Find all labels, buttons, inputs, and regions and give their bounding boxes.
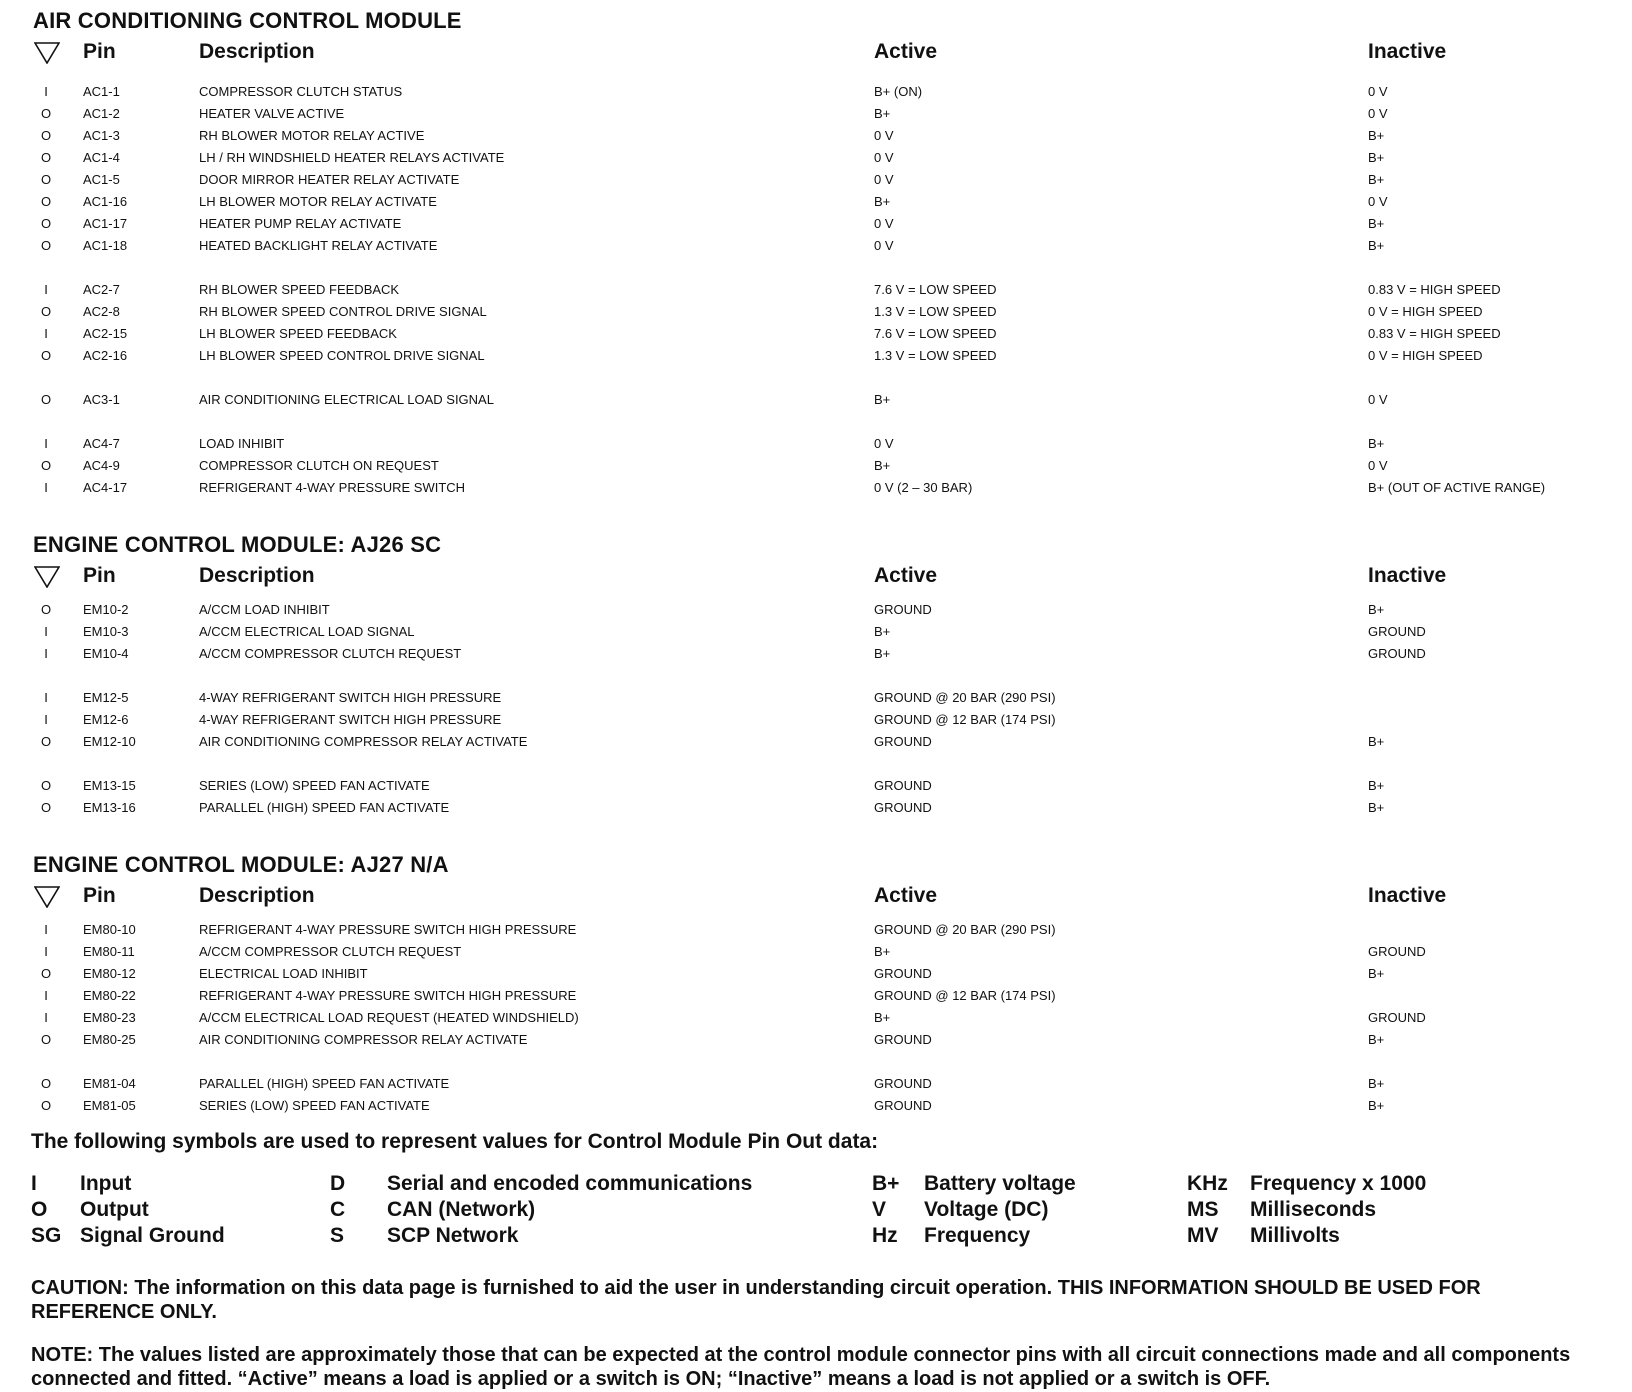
pin-id: EM81-05 <box>83 1098 136 1113</box>
table-row <box>0 988 1632 1010</box>
active-value: B+ <box>874 392 891 407</box>
active-value: 0 V (2 – 30 BAR) <box>874 480 973 495</box>
header-pin: Pin <box>83 40 116 63</box>
pin-description: LH BLOWER MOTOR RELAY ACTIVATE <box>199 194 437 209</box>
inactive-value: 0 V <box>1368 392 1388 407</box>
pin-id: AC1-1 <box>83 84 120 99</box>
legend-text: Battery voltage <box>924 1172 1076 1195</box>
active-value: 0 V <box>874 436 894 451</box>
pin-direction: O <box>40 966 52 981</box>
pin-description: 4-WAY REFRIGERANT SWITCH HIGH PRESSURE <box>199 690 502 705</box>
inactive-value: B+ <box>1368 966 1385 981</box>
legend-symbol: B+ <box>872 1172 900 1195</box>
pin-direction: I <box>44 690 48 705</box>
pin-direction: I <box>44 988 48 1003</box>
pin-description: HEATER VALVE ACTIVE <box>199 106 345 121</box>
inactive-value: 0.83 V = HIGH SPEED <box>1368 326 1501 341</box>
legend-symbol: V <box>872 1198 887 1221</box>
pin-direction: O <box>40 304 52 319</box>
table-header <box>0 884 1632 914</box>
legend-symbol: KHz <box>1187 1172 1228 1195</box>
pin-id: EM10-4 <box>83 646 129 661</box>
inactive-value: 0 V <box>1368 106 1388 121</box>
table-row <box>0 800 1632 822</box>
table-row <box>0 172 1632 194</box>
legend-text: Serial and encoded communications <box>387 1172 753 1195</box>
pin-id: EM80-12 <box>83 966 136 981</box>
pin-direction: I <box>44 84 48 99</box>
active-value: 7.6 V = LOW SPEED <box>874 326 997 341</box>
pin-direction: I <box>44 624 48 639</box>
table-row <box>0 128 1632 150</box>
active-value: B+ <box>874 194 891 209</box>
pin-id: EM12-6 <box>83 712 129 727</box>
pin-id: AC4-9 <box>83 458 120 473</box>
table-row <box>0 778 1632 800</box>
table-row <box>0 602 1632 624</box>
active-value: GROUND <box>874 1098 932 1113</box>
pin-id: EM10-2 <box>83 602 129 617</box>
pin-id: EM80-23 <box>83 1010 136 1025</box>
inactive-value: B+ <box>1368 1032 1385 1047</box>
pin-id: EM80-10 <box>83 922 136 937</box>
active-value: B+ <box>874 458 891 473</box>
header-inactive: Inactive <box>1368 564 1447 587</box>
section-title: ENGINE CONTROL MODULE: AJ27 N/A <box>33 852 449 877</box>
pin-description: REFRIGERANT 4-WAY PRESSURE SWITCH HIGH PRESSURE <box>199 922 577 937</box>
pin-description: A/CCM ELECTRICAL LOAD SIGNAL <box>199 624 415 639</box>
table-row <box>0 624 1632 646</box>
table-row <box>0 216 1632 238</box>
pin-direction: O <box>40 128 52 143</box>
pin-description: PARALLEL (HIGH) SPEED FAN ACTIVATE <box>199 800 450 815</box>
active-value: GROUND @ 12 BAR (174 PSI) <box>874 988 1056 1003</box>
pin-description: RH BLOWER SPEED FEEDBACK <box>199 282 400 297</box>
reference-note: NOTE: The values listed are approximately those that can be expected at the control module connector pins with all circuit connections made and all components connected and fitted. “Active” means a load is applied or a switch is ON; “Inactive” means a load is not applied or a switch is OFF. <box>31 1344 1571 1390</box>
inactive-value: 0 V <box>1368 194 1388 209</box>
direction-triangle-icon <box>34 886 60 908</box>
table-row <box>0 646 1632 668</box>
active-value: 0 V <box>874 128 894 143</box>
inactive-value: GROUND <box>1368 944 1426 959</box>
inactive-value: 0 V <box>1368 458 1388 473</box>
pin-description: LH BLOWER SPEED FEEDBACK <box>199 326 397 341</box>
pin-description: LH BLOWER SPEED CONTROL DRIVE SIGNAL <box>199 348 485 363</box>
legend-symbol: MV <box>1187 1224 1219 1247</box>
pin-id: AC4-17 <box>83 480 128 495</box>
pin-direction: I <box>44 944 48 959</box>
active-value: 0 V <box>874 172 894 187</box>
pin-direction: I <box>44 646 48 661</box>
header-pin: Pin <box>83 564 116 587</box>
pin-description: REFRIGERANT 4-WAY PRESSURE SWITCH HIGH PRESSURE <box>199 988 577 1003</box>
inactive-value: 0.83 V = HIGH SPEED <box>1368 282 1501 297</box>
legend-symbol: I <box>31 1172 37 1195</box>
table-row <box>0 194 1632 216</box>
pin-id: AC1-4 <box>83 150 120 165</box>
inactive-value: GROUND <box>1368 624 1426 639</box>
table-row <box>0 348 1632 370</box>
pin-direction: I <box>44 1010 48 1025</box>
active-value: B+ (ON) <box>874 84 923 99</box>
pin-description: RH BLOWER MOTOR RELAY ACTIVE <box>199 128 425 143</box>
active-value: GROUND @ 20 BAR (290 PSI) <box>874 690 1056 705</box>
legend-symbol: C <box>330 1198 346 1221</box>
active-value: GROUND <box>874 602 932 617</box>
table-row <box>0 944 1632 966</box>
legend-text: Signal Ground <box>80 1224 225 1247</box>
pin-id: AC1-18 <box>83 238 128 253</box>
pin-description: ELECTRICAL LOAD INHIBIT <box>199 966 368 981</box>
pin-description: COMPRESSOR CLUTCH STATUS <box>199 84 403 99</box>
table-row <box>0 150 1632 172</box>
section-title: ENGINE CONTROL MODULE: AJ26 SC <box>33 532 442 557</box>
active-value: 1.3 V = LOW SPEED <box>874 304 997 319</box>
table-row <box>0 712 1632 734</box>
pin-description: AIR CONDITIONING ELECTRICAL LOAD SIGNAL <box>199 392 494 407</box>
pin-description: PARALLEL (HIGH) SPEED FAN ACTIVATE <box>199 1076 450 1091</box>
pin-direction: O <box>40 172 52 187</box>
table-row <box>0 1076 1632 1098</box>
legend-text: Frequency <box>924 1224 1031 1247</box>
inactive-value: B+ <box>1368 216 1385 231</box>
legend-symbol: MS <box>1187 1198 1219 1221</box>
direction-triangle-icon <box>34 42 60 64</box>
header-inactive: Inactive <box>1368 40 1447 63</box>
pin-direction: O <box>40 1032 52 1047</box>
legend-symbol: S <box>330 1224 345 1247</box>
active-value: 0 V <box>874 216 894 231</box>
pin-direction: I <box>44 480 48 495</box>
pin-id: AC1-2 <box>83 106 120 121</box>
active-value: B+ <box>874 1010 891 1025</box>
pin-description: A/CCM ELECTRICAL LOAD REQUEST (HEATED WINDSHIELD) <box>199 1010 579 1025</box>
pin-id: AC2-7 <box>83 282 120 297</box>
pin-direction: O <box>40 458 52 473</box>
header-description: Description <box>199 564 315 587</box>
table-row <box>0 84 1632 106</box>
active-value: 0 V <box>874 238 894 253</box>
inactive-value: B+ <box>1368 238 1385 253</box>
inactive-value: GROUND <box>1368 646 1426 661</box>
legend-text: Millivolts <box>1250 1224 1340 1247</box>
inactive-value: B+ <box>1368 734 1385 749</box>
table-row <box>0 1010 1632 1032</box>
inactive-value: B+ <box>1368 436 1385 451</box>
pin-id: AC2-15 <box>83 326 128 341</box>
table-row <box>0 1032 1632 1054</box>
pin-direction: O <box>40 1098 52 1113</box>
pin-direction: O <box>40 734 52 749</box>
active-value: B+ <box>874 624 891 639</box>
active-value: 0 V <box>874 150 894 165</box>
pin-description: SERIES (LOW) SPEED FAN ACTIVATE <box>199 778 430 793</box>
inactive-value: B+ <box>1368 150 1385 165</box>
header-active: Active <box>874 564 938 587</box>
legend-symbol: D <box>330 1172 346 1195</box>
table-row <box>0 436 1632 458</box>
pin-direction: O <box>40 238 52 253</box>
legend-text: Frequency x 1000 <box>1250 1172 1427 1195</box>
table-row <box>0 304 1632 326</box>
table-row <box>0 1098 1632 1120</box>
pin-id: EM80-22 <box>83 988 136 1003</box>
pin-id: EM10-3 <box>83 624 129 639</box>
legend-text: Voltage (DC) <box>924 1198 1049 1221</box>
pin-direction: O <box>40 800 52 815</box>
inactive-value: GROUND <box>1368 1010 1426 1025</box>
pin-id: AC1-5 <box>83 172 120 187</box>
legend-symbol: SG <box>31 1224 62 1247</box>
pin-description: 4-WAY REFRIGERANT SWITCH HIGH PRESSURE <box>199 712 502 727</box>
table-row <box>0 690 1632 712</box>
header-pin: Pin <box>83 884 116 907</box>
table-header <box>0 40 1632 70</box>
pin-id: EM81-04 <box>83 1076 136 1091</box>
table-header <box>0 564 1632 594</box>
inactive-value: B+ <box>1368 778 1385 793</box>
inactive-value: B+ <box>1368 128 1385 143</box>
active-value: GROUND <box>874 800 932 815</box>
table-row <box>0 458 1632 480</box>
active-value: GROUND <box>874 1076 932 1091</box>
table-row <box>0 238 1632 260</box>
pin-description: RH BLOWER SPEED CONTROL DRIVE SIGNAL <box>199 304 487 319</box>
legend-text: SCP Network <box>387 1224 519 1247</box>
inactive-value: B+ <box>1368 1098 1385 1113</box>
pin-id: AC3-1 <box>83 392 120 407</box>
pin-id: EM13-16 <box>83 800 136 815</box>
table-row <box>0 734 1632 756</box>
pin-id: AC2-16 <box>83 348 128 363</box>
active-value: GROUND <box>874 966 932 981</box>
inactive-value: B+ <box>1368 172 1385 187</box>
inactive-value: B+ (OUT OF ACTIVE RANGE) <box>1368 480 1546 495</box>
active-value: 1.3 V = LOW SPEED <box>874 348 997 363</box>
table-row <box>0 392 1632 414</box>
pin-direction: I <box>44 326 48 341</box>
header-inactive: Inactive <box>1368 884 1447 907</box>
pin-id: EM13-15 <box>83 778 136 793</box>
pin-description: SERIES (LOW) SPEED FAN ACTIVATE <box>199 1098 430 1113</box>
pin-id: AC1-17 <box>83 216 128 231</box>
section-title: AIR CONDITIONING CONTROL MODULE <box>33 8 462 33</box>
table-row <box>0 480 1632 502</box>
pin-direction: I <box>44 436 48 451</box>
pin-direction: I <box>44 282 48 297</box>
pin-direction: O <box>40 216 52 231</box>
active-value: B+ <box>874 944 891 959</box>
pin-id: EM12-5 <box>83 690 129 705</box>
inactive-value: B+ <box>1368 1076 1385 1091</box>
legend-title: The following symbols are used to represent values for Control Module Pin Out data: <box>31 1130 879 1153</box>
direction-triangle-icon <box>34 566 60 588</box>
legend-text: Input <box>80 1172 132 1195</box>
table-row <box>0 282 1632 304</box>
pin-direction: O <box>40 194 52 209</box>
caution-note: CAUTION: The information on this data page is furnished to aid the user in understanding circuit operation. THIS INFORMATION SHOULD BE USED FOR REFERENCE ONLY. <box>31 1277 1481 1323</box>
header-description: Description <box>199 884 315 907</box>
legend-text: Output <box>80 1198 149 1221</box>
pin-id: EM80-11 <box>83 944 135 959</box>
active-value: B+ <box>874 646 891 661</box>
table-row <box>0 106 1632 128</box>
active-value: B+ <box>874 106 891 121</box>
inactive-value: 0 V = HIGH SPEED <box>1368 348 1483 363</box>
table-row <box>0 966 1632 988</box>
pin-description: LOAD INHIBIT <box>199 436 285 451</box>
pin-direction: O <box>40 392 52 407</box>
pin-description: COMPRESSOR CLUTCH ON REQUEST <box>199 458 439 473</box>
legend-text: CAN (Network) <box>387 1198 536 1221</box>
header-active: Active <box>874 40 938 63</box>
active-value: 7.6 V = LOW SPEED <box>874 282 997 297</box>
inactive-value: 0 V = HIGH SPEED <box>1368 304 1483 319</box>
pin-direction: O <box>40 106 52 121</box>
pin-description: LH / RH WINDSHIELD HEATER RELAYS ACTIVATE <box>199 150 505 165</box>
pin-direction: O <box>40 348 52 363</box>
inactive-value: B+ <box>1368 800 1385 815</box>
pin-id: EM80-25 <box>83 1032 136 1047</box>
header-description: Description <box>199 40 315 63</box>
header-active: Active <box>874 884 938 907</box>
legend-text: Milliseconds <box>1250 1198 1377 1221</box>
table-row <box>0 922 1632 944</box>
legend-symbol: Hz <box>872 1224 898 1247</box>
active-value: GROUND <box>874 778 932 793</box>
active-value: GROUND @ 20 BAR (290 PSI) <box>874 922 1056 937</box>
pin-direction: O <box>40 778 52 793</box>
pin-id: AC4-7 <box>83 436 120 451</box>
pin-description: HEATED BACKLIGHT RELAY ACTIVATE <box>199 238 438 253</box>
active-value: GROUND <box>874 1032 932 1047</box>
pin-description: A/CCM LOAD INHIBIT <box>199 602 330 617</box>
pin-direction: O <box>40 1076 52 1091</box>
table-row <box>0 326 1632 348</box>
inactive-value: B+ <box>1368 602 1385 617</box>
pin-id: AC2-8 <box>83 304 120 319</box>
pin-description: HEATER PUMP RELAY ACTIVATE <box>199 216 402 231</box>
pin-description: AIR CONDITIONING COMPRESSOR RELAY ACTIVATE <box>199 1032 528 1047</box>
pin-id: AC1-16 <box>83 194 128 209</box>
pin-direction: O <box>40 602 52 617</box>
legend-symbol: O <box>31 1198 48 1221</box>
pin-description: A/CCM COMPRESSOR CLUTCH REQUEST <box>199 646 462 661</box>
pin-id: AC1-3 <box>83 128 120 143</box>
active-value: GROUND <box>874 734 932 749</box>
pin-description: REFRIGERANT 4-WAY PRESSURE SWITCH <box>199 480 466 495</box>
pin-description: DOOR MIRROR HEATER RELAY ACTIVATE <box>199 172 460 187</box>
active-value: GROUND @ 12 BAR (174 PSI) <box>874 712 1056 727</box>
pin-direction: O <box>40 150 52 165</box>
pin-id: EM12-10 <box>83 734 136 749</box>
inactive-value: 0 V <box>1368 84 1388 99</box>
pin-description: A/CCM COMPRESSOR CLUTCH REQUEST <box>199 944 462 959</box>
pin-description: AIR CONDITIONING COMPRESSOR RELAY ACTIVATE <box>199 734 528 749</box>
pin-direction: I <box>44 712 48 727</box>
pin-direction: I <box>44 922 48 937</box>
